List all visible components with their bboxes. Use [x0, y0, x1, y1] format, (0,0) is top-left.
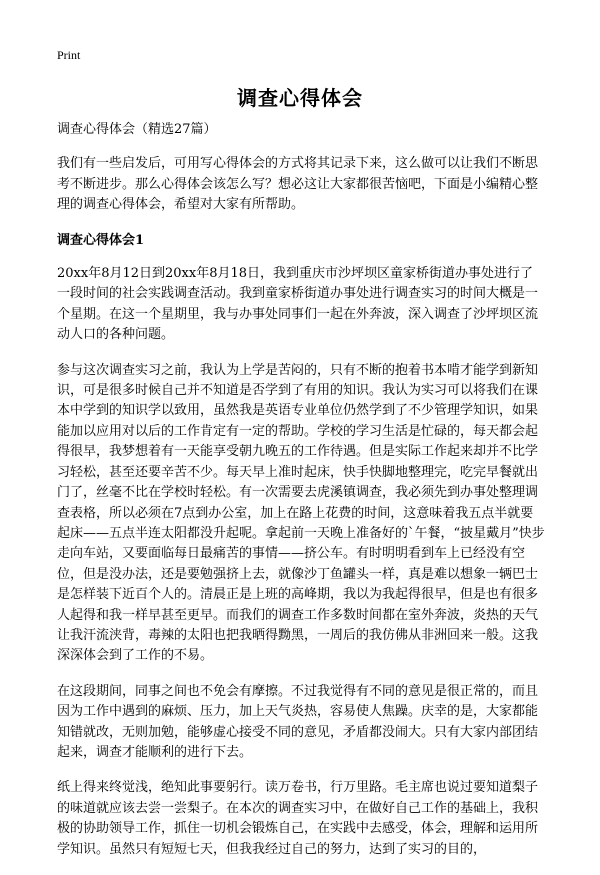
body-paragraph: 在这段期间，同事之间也不免会有摩擦。不过我觉得有不同的意见是很正常的，而且因为工作中遇到的麻烦、压力，加上天气炎热，容易使人焦躁。庆幸的是，大家都能知错就改，无则加勉，能够虚心接受不同的意见，矛盾都没闹大。只有大家内部团结起来，调查才能顺利的进行下去。	[57, 683, 539, 760]
body-paragraph: 纸上得来终觉浅，绝知此事要躬行。读万卷书，行万里路。毛主席也说过要知道梨子的味道就应该去尝一尝梨子。在本次的调查实习中，在做好自己工作的基础上，我积极的协助领导工作，抓住一切机会锻炼自己，在实践中去感受，体会，理解和运用所学知识。虽然只有短短七天，但我我经过自己的努力，达到了实习的目的，	[57, 780, 539, 857]
article-subtitle: 调查心得体会（精选27篇）	[57, 122, 217, 137]
section-heading: 调查心得体会1	[57, 232, 145, 248]
body-paragraph: 20xx年8月12日到20xx年8月18日，我到重庆市沙坪坝区童家桥街道办事处进行了一段时间的社会实践调查活动。我到童家桥街道办事处进行调查实习的时间大概是一个星期。在这一个星期里，我与办事处同事们一起在外奔波，深入调查了沙坪坝区流动人口的各种问题。	[57, 266, 539, 343]
page-title: 调查心得体会	[237, 86, 363, 110]
article-body	[57, 120, 545, 875]
body-paragraph: 参与这次调查实习之前，我认为上学是苦闷的，只有不断的抱着书本啃才能学到新知识，可是很多时候自己并不知道是否学到了有用的知识。我认为实习可以将我们在课本中学到的知识学以致用，虽然我是英语专业单位仍然学到了不少管理学知识，如果能加以应用对以后的工作肯定有一定的帮助。学校的学习生活是忙碌的，每天都会起得很早，我梦想着有一天能享受朝九晚五的工作待遇。但是实际工作起来却并不比学习轻松，甚至还要辛苦不少。每天早上准时起床，快手快脚地整理完，吃完早餐就出门了，丝毫不比在学校时轻松。有一次需要去虎溪镇调查，我必须先到办事处整理调查表格，所以必须在7点到办公室，加上在路上花费的时间，这意味着我五点半就要起床——五点半连太阳都没升起呢。拿起前一天晚上准备好的`午餐，“披星戴月”快步走向车站，又要面临每日最痛苦的事情——挤公车。有时明明看到车上已经没有空位，但是没办法，还是要勉强挤上去，就像沙丁鱼罐头一样，真是难以想象一辆巴士是怎样装下近百个人的。清晨正是上班的高峰期，我以为我起得很早，但是也有很多人起得和我一样早甚至更早。而我们的调查工作多数时间都在室外奔波，炎热的天气让我汗流浃背，毒辣的太阳也把我晒得黝黑，一周后的我仿佛从非洲回来一般。这我深深体会到了工作的不易。	[57, 362, 545, 664]
print-link[interactable]: Print	[57, 48, 81, 62]
intro-paragraph: 我们有一些启发后，可用写心得体会的方式将其记录下来，这么做可以让我们不断思考不断进步。那么心得体会该怎么写？想必这让大家都很苦恼吧，下面是小编精心整理的调查心得体会，希望对大家有所帮助。	[57, 156, 539, 213]
